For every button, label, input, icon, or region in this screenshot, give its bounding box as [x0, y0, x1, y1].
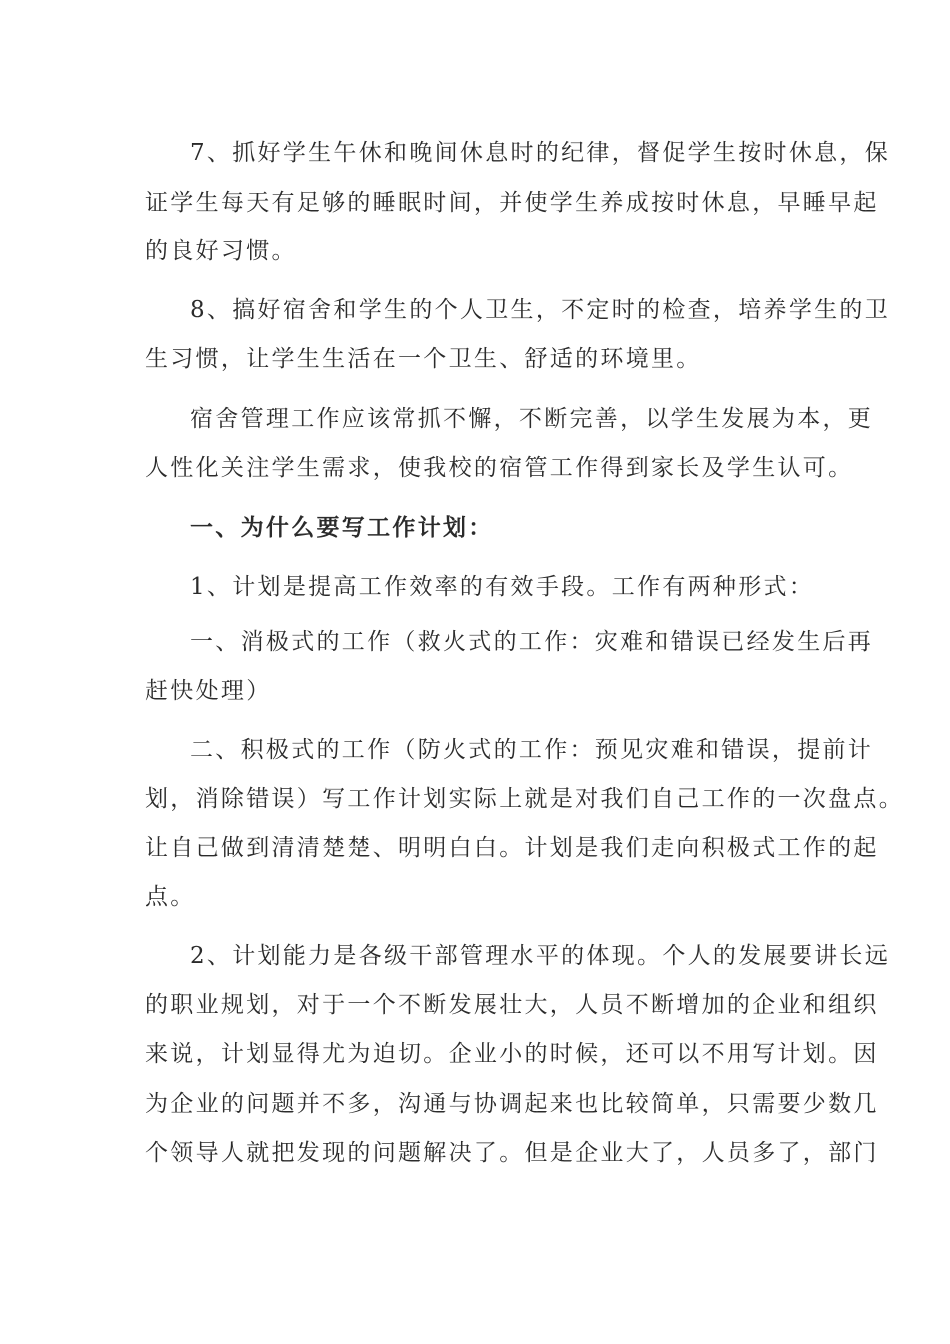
- point-2-line-5: 个领导人就把发现的问题解决了。但是企业大了，人员多了，部门: [145, 1140, 879, 1166]
- paragraph-8-line-1: 8、搞好宿舍和学生的个人卫生，不定时的检查，培养学生的卫: [190, 297, 891, 323]
- point-2-line-1: 2、计划能力是各级干部管理水平的体现。个人的发展要讲长远: [190, 943, 891, 969]
- passive-work-line-1: 一、消极式的工作（救火式的工作：灾难和错误已经发生后再: [190, 629, 874, 655]
- summary-paragraph-line-2: 人性化关注学生需求，使我校的宿管工作得到家长及学生认可。: [145, 455, 854, 481]
- paragraph-7-line-3: 的良好习惯。: [145, 238, 297, 264]
- paragraph-8-line-2: 生习惯，让学生生活在一个卫生、舒适的环境里。: [145, 346, 702, 372]
- point-2-line-3: 来说，计划显得尤为迫切。企业小的时候，还可以不用写计划。因: [145, 1041, 879, 1067]
- passive-work-line-2: 赶快处理）: [145, 678, 272, 704]
- point-2-line-4: 为企业的问题并不多，沟通与协调起来也比较简单，只需要少数几: [145, 1091, 879, 1117]
- paragraph-7-line-1: 7、抓好学生午休和晚间休息时的纪律，督促学生按时休息，保: [190, 140, 891, 166]
- point-1-line-1: 1、计划是提高工作效率的有效手段。工作有两种形式：: [190, 574, 815, 600]
- active-work-line-3: 让自己做到清清楚楚、明明白白。计划是我们走向积极式工作的起: [145, 835, 879, 861]
- active-work-line-4: 点。: [145, 884, 196, 910]
- summary-paragraph-line-1: 宿舍管理工作应该常抓不懈，不断完善，以学生发展为本，更: [190, 406, 874, 432]
- active-work-line-1: 二、积极式的工作（防火式的工作：预见灾难和错误，提前计: [190, 737, 874, 763]
- section-heading: 一、为什么要写工作计划：: [190, 515, 494, 541]
- paragraph-7-line-2: 证学生每天有足够的睡眠时间，并使学生养成按时休息，早睡早起: [145, 190, 879, 216]
- point-2-line-2: 的职业规划，对于一个不断发展壮大，人员不断增加的企业和组织: [145, 992, 879, 1018]
- active-work-line-2: 划，消除错误）写工作计划实际上就是对我们自己工作的一次盘点。: [145, 786, 904, 812]
